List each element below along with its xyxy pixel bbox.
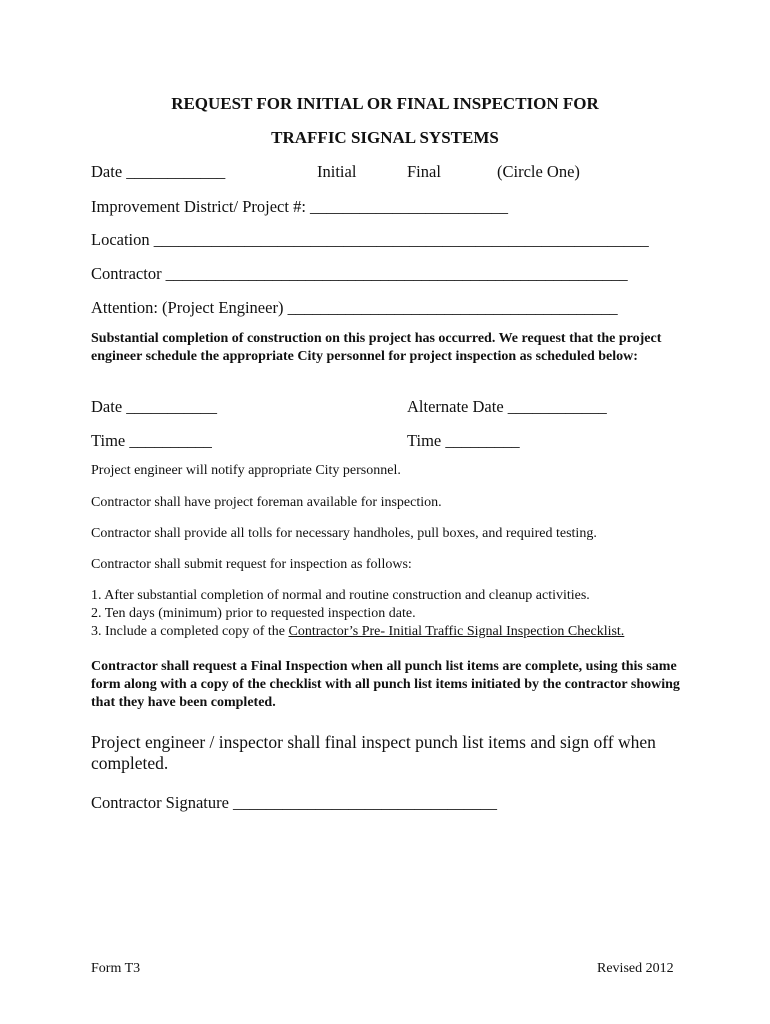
statement-notify: Project engineer will notify appropriate City personnel. — [91, 463, 401, 478]
contractor-field[interactable]: Contractor ________________________________________________________ — [91, 264, 628, 283]
list-item: 2. Ten days (minimum) prior to requested inspection date. — [91, 606, 416, 621]
date-field[interactable]: Date ____________ — [91, 162, 226, 181]
circle-one-note: (Circle One) — [497, 162, 580, 181]
signoff-paragraph: Project engineer / inspector shall final inspect punch list items and sign off when completed. — [91, 732, 656, 773]
form-title-line-2: TRAFFIC SIGNAL SYSTEMS — [271, 128, 499, 147]
alternate-time-field[interactable]: Time _________ — [407, 431, 520, 450]
list-item — [91, 623, 624, 641]
schedule-time-field[interactable]: Time __________ — [91, 431, 212, 450]
location-field[interactable]: Location ____________________________________________________________ — [91, 230, 649, 249]
attention-field[interactable]: Attention: (Project Engineer) ________________________________________ — [91, 298, 618, 317]
submission-steps-list — [91, 587, 624, 641]
revision-date: Revised 2012 — [597, 961, 674, 976]
list-item: 1. After substantial completion of normal and routine construction and cleanup activities. — [91, 588, 590, 603]
final-inspection-paragraph: Contractor shall request a Final Inspection when all punch list items are complete, using this same form along with a copy of the checklist with all punch list items initiated by the contractor showing that they have been completed. — [91, 659, 680, 710]
alternate-date-field[interactable]: Alternate Date ____________ — [407, 397, 607, 416]
intro-paragraph: Substantial completion of construction on this project has occurred. We request that the project engineer schedule the appropriate City personnel for project inspection as scheduled below: — [91, 331, 662, 364]
statement-foreman: Contractor shall have project foreman available for inspection. — [91, 495, 442, 510]
initial-option[interactable]: Initial — [317, 162, 357, 181]
list-item-text: 3. Include a completed copy of the — [91, 624, 289, 639]
statement-tools: Contractor shall provide all tolls for necessary handholes, pull boxes, and required testing. — [91, 526, 597, 541]
final-option[interactable]: Final — [407, 162, 441, 181]
form-title-line-1: REQUEST FOR INITIAL OR FINAL INSPECTION FOR — [171, 94, 599, 113]
statement-submit: Contractor shall submit request for inspection as follows: — [91, 557, 412, 572]
form-number: Form T3 — [91, 961, 141, 976]
checklist-link[interactable]: Contractor’s Pre- Initial Traffic Signal Inspection Checklist. — [288, 624, 625, 639]
contractor-signature-field[interactable]: Contractor Signature ________________________________ — [91, 793, 498, 812]
schedule-date-field[interactable]: Date ___________ — [91, 397, 218, 416]
improvement-district-field[interactable]: Improvement District/ Project #: ________________________ — [91, 197, 509, 216]
